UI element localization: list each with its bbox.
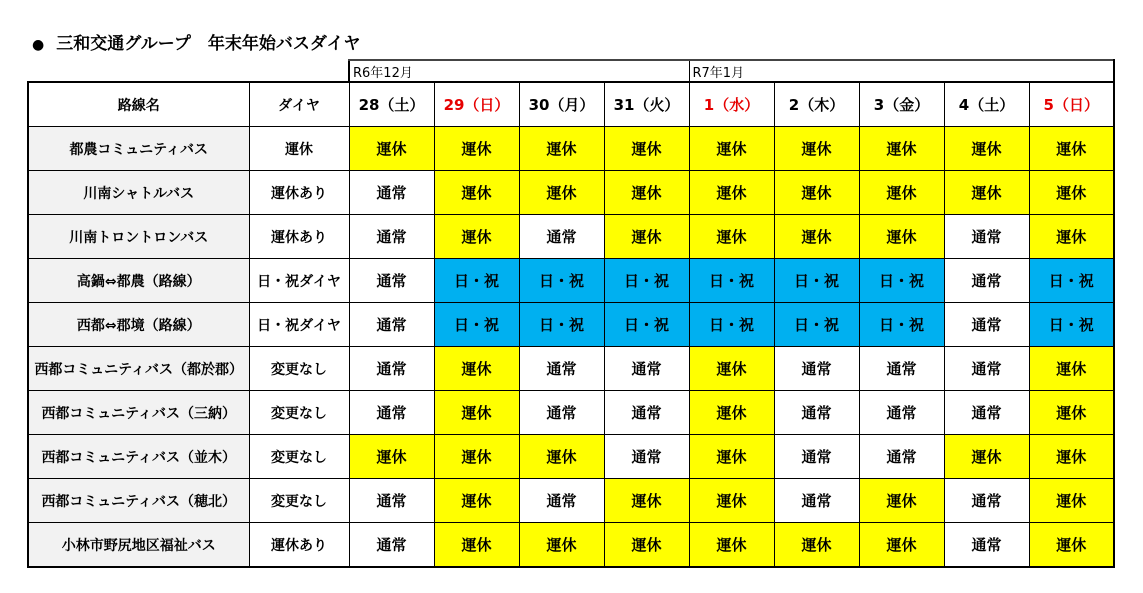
status-cell: 通常: [859, 347, 944, 391]
status-cell: 通常: [349, 215, 434, 259]
status-cell: 運休: [944, 127, 1029, 171]
route-daiya: 変更なし: [249, 479, 349, 523]
day-header: 4（土）: [944, 82, 1029, 127]
route-daiya: 変更なし: [249, 347, 349, 391]
status-cell: 通常: [604, 391, 689, 435]
route-name: 高鍋⇔都農（路線）: [28, 259, 249, 303]
table-row: [28, 435, 1114, 479]
table-row: [28, 303, 1114, 347]
table-row: [28, 523, 1114, 568]
day-header: 1（水）: [689, 82, 774, 127]
month-label-jan: R7年1月: [689, 60, 1114, 82]
status-cell: 運休: [689, 391, 774, 435]
table-row: [28, 171, 1114, 215]
status-cell: 運休: [1029, 523, 1114, 568]
status-cell: 通常: [859, 435, 944, 479]
status-cell: 通常: [944, 259, 1029, 303]
status-cell: 通常: [349, 171, 434, 215]
status-cell: 運休: [944, 171, 1029, 215]
day-header: 3（金）: [859, 82, 944, 127]
status-cell: 通常: [774, 347, 859, 391]
status-cell: 運休: [689, 215, 774, 259]
status-cell: 運休: [434, 215, 519, 259]
title-text: 三和交通グループ 年末年始バスダイヤ: [56, 34, 361, 54]
status-cell: 日・祝: [604, 259, 689, 303]
day-header: 31（火）: [604, 82, 689, 127]
status-cell: 運休: [1029, 215, 1114, 259]
status-cell: 運休: [434, 347, 519, 391]
status-cell: 通常: [519, 391, 604, 435]
status-cell: 日・祝: [434, 303, 519, 347]
status-cell: 運休: [774, 171, 859, 215]
status-cell: 運休: [689, 523, 774, 568]
day-header: 5（日）: [1029, 82, 1114, 127]
table-row: [28, 391, 1114, 435]
status-cell: 運休: [689, 435, 774, 479]
status-cell: 運休: [689, 171, 774, 215]
route-header: 路線名: [28, 82, 249, 127]
route-name: 西都コミュニティバス（並木）: [28, 435, 249, 479]
table-row: [28, 215, 1114, 259]
status-cell: 運休: [859, 171, 944, 215]
header-row: [28, 82, 1114, 127]
status-cell: 運休: [774, 127, 859, 171]
month-row: [28, 60, 1114, 82]
month-blank: [28, 60, 349, 82]
status-cell: 運休: [774, 215, 859, 259]
status-cell: 通常: [519, 479, 604, 523]
route-daiya: 運休あり: [249, 215, 349, 259]
status-cell: 運休: [604, 215, 689, 259]
route-daiya: 変更なし: [249, 391, 349, 435]
status-cell: 日・祝: [434, 259, 519, 303]
status-cell: 運休: [519, 171, 604, 215]
status-cell: 運休: [604, 479, 689, 523]
status-cell: 日・祝: [1029, 259, 1114, 303]
status-cell: 運休: [1029, 171, 1114, 215]
route-name: 都農コミュニティバス: [28, 127, 249, 171]
status-cell: 運休: [1029, 347, 1114, 391]
route-name: 小林市野尻地区福祉バス: [28, 523, 249, 568]
route-daiya: 運休あり: [249, 523, 349, 568]
status-cell: 運休: [519, 127, 604, 171]
status-cell: 運休: [434, 391, 519, 435]
status-cell: 運休: [774, 523, 859, 568]
status-cell: 通常: [774, 435, 859, 479]
status-cell: 運休: [1029, 391, 1114, 435]
status-cell: 通常: [944, 523, 1029, 568]
status-cell: 運休: [859, 523, 944, 568]
status-cell: 運休: [519, 523, 604, 568]
status-cell: 通常: [349, 479, 434, 523]
table-row: [28, 347, 1114, 391]
status-cell: 運休: [434, 127, 519, 171]
status-cell: 日・祝: [519, 259, 604, 303]
status-cell: 運休: [434, 479, 519, 523]
table-row: [28, 259, 1114, 303]
status-cell: 運休: [434, 523, 519, 568]
status-cell: 通常: [944, 479, 1029, 523]
status-cell: 通常: [944, 215, 1029, 259]
status-cell: 日・祝: [689, 259, 774, 303]
status-cell: 通常: [774, 391, 859, 435]
daiya-header: ダイヤ: [249, 82, 349, 127]
status-cell: 運休: [434, 171, 519, 215]
route-name: 川南トロントロンバス: [28, 215, 249, 259]
day-header: 2（木）: [774, 82, 859, 127]
status-cell: 運休: [1029, 127, 1114, 171]
status-cell: 運休: [689, 127, 774, 171]
status-cell: 日・祝: [519, 303, 604, 347]
status-cell: 日・祝: [774, 303, 859, 347]
status-cell: 日・祝: [859, 259, 944, 303]
table-row: [28, 479, 1114, 523]
status-cell: 通常: [349, 391, 434, 435]
status-cell: 運休: [349, 127, 434, 171]
table-row: [28, 127, 1114, 171]
status-cell: 運休: [1029, 479, 1114, 523]
bullet-icon: ●: [32, 37, 45, 53]
status-cell: 運休: [859, 215, 944, 259]
status-cell: 運休: [1029, 435, 1114, 479]
status-cell: 通常: [349, 303, 434, 347]
day-header: 29（日）: [434, 82, 519, 127]
status-cell: 日・祝: [689, 303, 774, 347]
status-cell: 通常: [944, 347, 1029, 391]
status-cell: 運休: [604, 127, 689, 171]
status-cell: 運休: [859, 479, 944, 523]
status-cell: 通常: [604, 347, 689, 391]
status-cell: 通常: [604, 435, 689, 479]
status-cell: 運休: [944, 435, 1029, 479]
status-cell: 通常: [519, 347, 604, 391]
route-name: 西都コミュニティバス（都於郡）: [28, 347, 249, 391]
status-cell: 運休: [689, 479, 774, 523]
status-cell: 通常: [519, 215, 604, 259]
page-title: [32, 31, 361, 57]
route-name: 西都コミュニティバス（三納）: [28, 391, 249, 435]
route-daiya: 日・祝ダイヤ: [249, 303, 349, 347]
status-cell: 運休: [349, 435, 434, 479]
status-cell: 運休: [859, 127, 944, 171]
status-cell: 日・祝: [774, 259, 859, 303]
status-cell: 通常: [349, 523, 434, 568]
route-name: 西都⇔郡境（路線）: [28, 303, 249, 347]
status-cell: 運休: [604, 171, 689, 215]
route-daiya: 日・祝ダイヤ: [249, 259, 349, 303]
day-header: 28（土）: [349, 82, 434, 127]
status-cell: 通常: [944, 391, 1029, 435]
status-cell: 運休: [519, 435, 604, 479]
status-cell: 通常: [944, 303, 1029, 347]
status-cell: 通常: [349, 347, 434, 391]
status-cell: 運休: [434, 435, 519, 479]
month-label-dec: R6年12月: [349, 60, 689, 82]
schedule-table: [27, 59, 1115, 568]
status-cell: 通常: [774, 479, 859, 523]
day-header: 30（月）: [519, 82, 604, 127]
status-cell: 運休: [604, 523, 689, 568]
status-cell: 日・祝: [1029, 303, 1114, 347]
route-name: 西都コミュニティバス（穂北）: [28, 479, 249, 523]
status-cell: 通常: [859, 391, 944, 435]
status-cell: 運休: [689, 347, 774, 391]
route-daiya: 変更なし: [249, 435, 349, 479]
route-daiya: 運休: [249, 127, 349, 171]
status-cell: 日・祝: [859, 303, 944, 347]
route-daiya: 運休あり: [249, 171, 349, 215]
status-cell: 日・祝: [604, 303, 689, 347]
status-cell: 通常: [349, 259, 434, 303]
route-name: 川南シャトルバス: [28, 171, 249, 215]
